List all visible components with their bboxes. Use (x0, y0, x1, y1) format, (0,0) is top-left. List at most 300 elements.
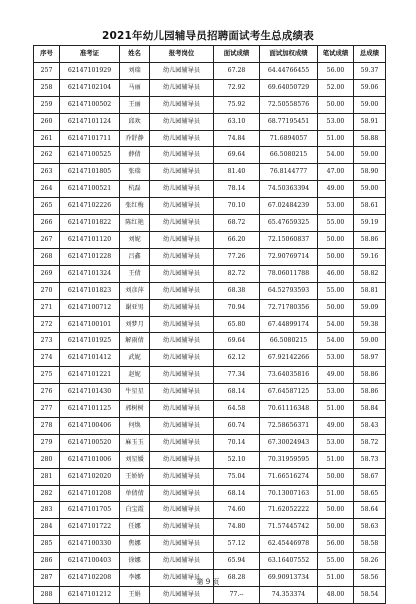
cell-position: 幼儿园辅导员 (150, 401, 214, 418)
cell-weighted-interview-score: 72.58656371 (260, 417, 318, 434)
cell-interview-score: 68.14 (214, 384, 260, 401)
cell-total-score: 58.86 (354, 231, 386, 248)
table-row (34, 333, 386, 350)
table-row (34, 215, 386, 232)
cell-index: 264 (34, 181, 60, 198)
cell-ticket-number: 62147101805 (60, 164, 120, 181)
cell-weighted-interview-score: 70.13007163 (260, 485, 318, 502)
cell-total-score: 58.88 (354, 130, 386, 147)
cell-interview-score: 69.64 (214, 147, 260, 164)
cell-position: 幼儿园辅导员 (150, 215, 214, 232)
cell-name: 邱欢 (120, 113, 150, 130)
cell-position: 幼儿园辅导员 (150, 519, 214, 536)
table-row (34, 519, 386, 536)
cell-total-score: 58.65 (354, 485, 386, 502)
page-number: 第 9 页 (196, 578, 220, 586)
cell-interview-score: 75.92 (214, 96, 260, 113)
cell-written-score: 47.00 (318, 164, 354, 181)
cell-ticket-number: 62147101705 (60, 502, 120, 519)
cell-name: 张瑞 (120, 164, 150, 181)
cell-interview-score: 74.84 (214, 130, 260, 147)
header-row (34, 46, 386, 63)
cell-written-score: 51.00 (318, 130, 354, 147)
cell-index: 269 (34, 265, 60, 282)
cell-ticket-number: 62147100101 (60, 316, 120, 333)
table-row (34, 62, 386, 79)
cell-interview-score: 57.12 (214, 536, 260, 553)
cell-index: 271 (34, 299, 60, 316)
cell-written-score: 52.00 (318, 79, 354, 96)
cell-position: 幼儿园辅导员 (150, 265, 214, 282)
table-row (34, 451, 386, 468)
cell-weighted-interview-score: 68.77195451 (260, 113, 318, 130)
table-row (34, 502, 386, 519)
cell-weighted-interview-score: 70.61116348 (260, 401, 318, 418)
cell-total-score: 58.64 (354, 502, 386, 519)
cell-name: 王娇娇 (120, 468, 150, 485)
cell-written-score: 54.00 (318, 333, 354, 350)
cell-total-score: 59.00 (354, 96, 386, 113)
cell-index: 267 (34, 231, 60, 248)
cell-ticket-number: 62147100712 (60, 299, 120, 316)
table-row (34, 384, 386, 401)
table-row (34, 96, 386, 113)
table-row (34, 367, 386, 384)
header-interview-score: 面试成绩 (214, 46, 260, 63)
cell-weighted-interview-score: 73.64035816 (260, 367, 318, 384)
cell-weighted-interview-score: 64.52793593 (260, 282, 318, 299)
cell-weighted-interview-score: 72.50558576 (260, 96, 318, 113)
cell-ticket-number: 62147101412 (60, 350, 120, 367)
cell-index: 278 (34, 417, 60, 434)
cell-weighted-interview-score: 67.02484239 (260, 198, 318, 215)
cell-interview-score: 77.26 (214, 248, 260, 265)
cell-interview-score: 60.74 (214, 417, 260, 434)
cell-name: 郭树树 (120, 401, 150, 418)
cell-index: 284 (34, 519, 60, 536)
cell-position: 幼儿园辅导员 (150, 96, 214, 113)
table-row (34, 164, 386, 181)
cell-total-score: 58.84 (354, 401, 386, 418)
cell-position: 幼儿园辅导员 (150, 434, 214, 451)
cell-written-score: 50.00 (318, 519, 354, 536)
cell-weighted-interview-score: 67.30024943 (260, 434, 318, 451)
cell-name: 王丽 (120, 96, 150, 113)
cell-position: 幼儿园辅导员 (150, 130, 214, 147)
cell-position: 幼儿园辅导员 (150, 147, 214, 164)
cell-weighted-interview-score: 72.71780356 (260, 299, 318, 316)
cell-position: 幼儿园辅导员 (150, 536, 214, 553)
cell-written-score: 53.00 (318, 113, 354, 130)
cell-weighted-interview-score: 69.90913734 (260, 570, 318, 587)
table-row (34, 79, 386, 96)
cell-interview-score: 74.80 (214, 519, 260, 536)
cell-weighted-interview-score: 78.06011788 (260, 265, 318, 282)
cell-interview-score: 81.40 (214, 164, 260, 181)
cell-weighted-interview-score: 72.90769714 (260, 248, 318, 265)
cell-weighted-interview-score: 76.8144777 (260, 164, 318, 181)
cell-weighted-interview-score: 71.57445742 (260, 519, 318, 536)
cell-written-score: 50.00 (318, 248, 354, 265)
cell-total-score: 58.54 (354, 587, 386, 604)
cell-position: 幼儿园辅导员 (150, 570, 214, 587)
cell-weighted-interview-score: 64.44766455 (260, 62, 318, 79)
cell-ticket-number: 62147100502 (60, 96, 120, 113)
cell-name: 张红梅 (120, 198, 150, 215)
cell-name: 何焕 (120, 417, 150, 434)
cell-ticket-number: 62147101711 (60, 130, 120, 147)
cell-index: 279 (34, 434, 60, 451)
cell-ticket-number: 62147101006 (60, 451, 120, 468)
cell-name: 白宝霞 (120, 502, 150, 519)
table-row (34, 536, 386, 553)
table-row (34, 485, 386, 502)
cell-total-score: 58.81 (354, 282, 386, 299)
cell-position: 幼儿园辅导员 (150, 502, 214, 519)
cell-interview-score: 78.14 (214, 181, 260, 198)
cell-index: 280 (34, 451, 60, 468)
cell-index: 257 (34, 62, 60, 79)
cell-name: 刘星媛 (120, 451, 150, 468)
cell-name: 牛星星 (120, 384, 150, 401)
cell-interview-score: 68.38 (214, 282, 260, 299)
cell-name: 李娜 (120, 570, 150, 587)
cell-index: 286 (34, 553, 60, 570)
header-written-score: 笔试成绩 (318, 46, 354, 63)
cell-position: 幼儿园辅导员 (150, 367, 214, 384)
cell-index: 262 (34, 147, 60, 164)
cell-ticket-number: 62147102226 (60, 198, 120, 215)
cell-weighted-interview-score: 62.45446978 (260, 536, 318, 553)
cell-written-score: 53.00 (318, 350, 354, 367)
cell-ticket-number: 62147100521 (60, 181, 120, 198)
cell-ticket-number: 62147101125 (60, 401, 120, 418)
cell-weighted-interview-score: 63.16407552 (260, 553, 318, 570)
cell-interview-score: 82.72 (214, 265, 260, 282)
cell-position: 幼儿园辅导员 (150, 231, 214, 248)
table-row (34, 553, 386, 570)
cell-position: 幼儿园辅导员 (150, 333, 214, 350)
header-ticket-number: 准考证 (60, 46, 120, 63)
cell-ticket-number: 62147101120 (60, 231, 120, 248)
cell-name: 赵妮 (120, 367, 150, 384)
table-row (34, 350, 386, 367)
cell-written-score: 56.00 (318, 62, 354, 79)
header-name: 姓名 (120, 46, 150, 63)
cell-total-score: 58.91 (354, 113, 386, 130)
cell-name: 麻玉玉 (120, 434, 150, 451)
cell-ticket-number: 62147100406 (60, 417, 120, 434)
cell-written-score: 55.00 (318, 282, 354, 299)
cell-interview-score: 67.28 (214, 62, 260, 79)
cell-name: 马丽 (120, 79, 150, 96)
cell-total-score: 58.67 (354, 468, 386, 485)
cell-weighted-interview-score: 66.5080215 (260, 147, 318, 164)
cell-ticket-number: 62147101929 (60, 62, 120, 79)
cell-total-score: 59.09 (354, 299, 386, 316)
cell-index: 273 (34, 333, 60, 350)
cell-interview-score: 65.94 (214, 553, 260, 570)
cell-interview-score: 68.14 (214, 485, 260, 502)
score-table (33, 45, 386, 604)
cell-written-score: 53.00 (318, 384, 354, 401)
cell-total-score: 58.72 (354, 434, 386, 451)
cell-weighted-interview-score: 74.353374 (260, 587, 318, 604)
cell-interview-score: 69.64 (214, 333, 260, 350)
cell-written-score: 49.00 (318, 181, 354, 198)
header-index: 序号 (34, 46, 60, 63)
cell-ticket-number: 62147101925 (60, 333, 120, 350)
table-row (34, 587, 386, 604)
cell-interview-score: 75.04 (214, 468, 260, 485)
cell-total-score: 59.00 (354, 181, 386, 198)
cell-written-score: 51.00 (318, 451, 354, 468)
cell-index: 263 (34, 164, 60, 181)
table-row (34, 434, 386, 451)
cell-written-score: 49.00 (318, 367, 354, 384)
cell-index: 277 (34, 401, 60, 418)
cell-interview-score: 74.60 (214, 502, 260, 519)
cell-ticket-number: 62147101722 (60, 519, 120, 536)
cell-written-score: 50.00 (318, 299, 354, 316)
cell-ticket-number: 62147100525 (60, 147, 120, 164)
cell-index: 282 (34, 485, 60, 502)
cell-position: 幼儿园辅导员 (150, 316, 214, 333)
cell-total-score: 58.86 (354, 384, 386, 401)
cell-written-score: 51.00 (318, 401, 354, 418)
cell-name: 谢亚男 (120, 299, 150, 316)
cell-total-score: 59.00 (354, 147, 386, 164)
header-weighted-interview-score: 面试加权成绩 (260, 46, 318, 63)
cell-total-score: 58.56 (354, 570, 386, 587)
cell-weighted-interview-score: 71.6894057 (260, 130, 318, 147)
cell-index: 270 (34, 282, 60, 299)
cell-written-score: 54.00 (318, 316, 354, 333)
cell-written-score: 53.00 (318, 198, 354, 215)
cell-ticket-number: 62147100403 (60, 553, 120, 570)
cell-interview-score: 70.14 (214, 434, 260, 451)
table-row (34, 198, 386, 215)
table-row (34, 299, 386, 316)
cell-ticket-number: 62147101208 (60, 485, 120, 502)
cell-interview-score: 63.10 (214, 113, 260, 130)
cell-ticket-number: 62147101212 (60, 587, 120, 604)
cell-position: 幼儿园辅导员 (150, 384, 214, 401)
cell-total-score: 58.26 (354, 553, 386, 570)
cell-ticket-number: 62147102020 (60, 468, 120, 485)
cell-position: 幼儿园辅导员 (150, 113, 214, 130)
cell-written-score: 50.00 (318, 96, 354, 113)
cell-weighted-interview-score: 74.50363394 (260, 181, 318, 198)
cell-name: 武妮 (120, 350, 150, 367)
cell-position: 幼儿园辅导员 (150, 198, 214, 215)
cell-ticket-number: 62147101124 (60, 113, 120, 130)
cell-index: 274 (34, 350, 60, 367)
cell-position: 幼儿园辅导员 (150, 468, 214, 485)
cell-name: 解雨倩 (120, 333, 150, 350)
table-row (34, 282, 386, 299)
cell-position: 幼儿园辅导员 (150, 282, 214, 299)
cell-weighted-interview-score: 69.64050729 (260, 79, 318, 96)
cell-weighted-interview-score: 67.44899174 (260, 316, 318, 333)
cell-index: 283 (34, 502, 60, 519)
cell-name: 乔舒静 (120, 130, 150, 147)
cell-total-score: 58.86 (354, 367, 386, 384)
cell-total-score: 58.61 (354, 198, 386, 215)
cell-index: 281 (34, 468, 60, 485)
cell-ticket-number: 62147100330 (60, 536, 120, 553)
cell-name: 杭磊 (120, 181, 150, 198)
cell-name: 徐娜 (120, 553, 150, 570)
cell-name: 吕鑫 (120, 248, 150, 265)
cell-ticket-number: 62147101324 (60, 265, 120, 282)
cell-total-score: 58.63 (354, 519, 386, 536)
cell-written-score: 50.00 (318, 502, 354, 519)
cell-name: 刘瑞 (120, 62, 150, 79)
cell-index: 258 (34, 79, 60, 96)
cell-written-score: 53.00 (318, 434, 354, 451)
cell-total-score: 58.43 (354, 417, 386, 434)
cell-written-score: 56.00 (318, 536, 354, 553)
cell-weighted-interview-score: 70.31959595 (260, 451, 318, 468)
cell-total-score: 59.16 (354, 248, 386, 265)
cell-position: 幼儿园辅导员 (150, 485, 214, 502)
cell-position: 幼儿园辅导员 (150, 181, 214, 198)
cell-name: 薛倩 (120, 147, 150, 164)
cell-index: 266 (34, 215, 60, 232)
cell-weighted-interview-score: 71.62052222 (260, 502, 318, 519)
cell-index: 265 (34, 198, 60, 215)
table-row (34, 113, 386, 130)
cell-interview-score: 77.-- (214, 587, 260, 604)
cell-name: 任娜 (120, 519, 150, 536)
cell-position: 幼儿园辅导员 (150, 417, 214, 434)
cell-total-score: 59.37 (354, 62, 386, 79)
cell-position: 幼儿园辅导员 (150, 248, 214, 265)
cell-interview-score: 68.72 (214, 215, 260, 232)
cell-written-score: 46.00 (318, 265, 354, 282)
cell-name: 陈红艳 (120, 215, 150, 232)
cell-written-score: 50.00 (318, 468, 354, 485)
cell-weighted-interview-score: 71.66516274 (260, 468, 318, 485)
cell-total-score: 59.06 (354, 79, 386, 96)
table-row (34, 231, 386, 248)
cell-ticket-number: 62147101823 (60, 282, 120, 299)
cell-written-score: 49.00 (318, 417, 354, 434)
table-row (34, 181, 386, 198)
cell-name: 王倩 (120, 265, 150, 282)
cell-total-score: 58.97 (354, 350, 386, 367)
header-total-score: 总成绩 (354, 46, 386, 63)
table-row (34, 401, 386, 418)
cell-position: 幼儿园辅导员 (150, 164, 214, 181)
cell-name: 焦娜 (120, 536, 150, 553)
cell-index: 268 (34, 248, 60, 265)
cell-interview-score: 72.92 (214, 79, 260, 96)
cell-ticket-number: 62147100520 (60, 434, 120, 451)
cell-name: 王娟 (120, 587, 150, 604)
cell-weighted-interview-score: 67.92142266 (260, 350, 318, 367)
cell-weighted-interview-score: 65.47659325 (260, 215, 318, 232)
cell-interview-score: 70.94 (214, 299, 260, 316)
cell-index: 275 (34, 367, 60, 384)
cell-total-score: 58.58 (354, 536, 386, 553)
cell-interview-score: 65.80 (214, 316, 260, 333)
cell-interview-score: 62.12 (214, 350, 260, 367)
cell-written-score: 54.00 (318, 147, 354, 164)
cell-written-score: 55.00 (318, 215, 354, 232)
cell-interview-score: 52.10 (214, 451, 260, 468)
cell-total-score: 59.19 (354, 215, 386, 232)
cell-interview-score: 64.58 (214, 401, 260, 418)
cell-ticket-number: 62147102104 (60, 79, 120, 96)
cell-index: 287 (34, 570, 60, 587)
header-position: 报考岗位 (150, 46, 214, 63)
cell-name: 单倩倩 (120, 485, 150, 502)
table-row (34, 248, 386, 265)
cell-written-score: 50.00 (318, 231, 354, 248)
cell-position: 幼儿园辅导员 (150, 587, 214, 604)
cell-name: 刘梦月 (120, 316, 150, 333)
cell-ticket-number: 62147101228 (60, 248, 120, 265)
table-row (34, 316, 386, 333)
cell-interview-score: 77.34 (214, 367, 260, 384)
cell-interview-score: 68.28 (214, 570, 260, 587)
cell-interview-score: 70.10 (214, 198, 260, 215)
table-row (34, 147, 386, 164)
cell-position: 幼儿园辅导员 (150, 299, 214, 316)
cell-index: 259 (34, 96, 60, 113)
cell-index: 260 (34, 113, 60, 130)
cell-total-score: 59.38 (354, 316, 386, 333)
table-row (34, 265, 386, 282)
table-row (34, 130, 386, 147)
cell-ticket-number: 62147101822 (60, 215, 120, 232)
cell-index: 261 (34, 130, 60, 147)
cell-ticket-number: 62147102208 (60, 570, 120, 587)
cell-weighted-interview-score: 72.15060837 (260, 231, 318, 248)
table-row (34, 417, 386, 434)
cell-written-score: 48.00 (318, 587, 354, 604)
cell-written-score: 55.00 (318, 553, 354, 570)
cell-position: 幼儿园辅导员 (150, 553, 214, 570)
cell-total-score: 59.00 (354, 333, 386, 350)
cell-weighted-interview-score: 67.64587125 (260, 384, 318, 401)
cell-name: 刘彦萍 (120, 282, 150, 299)
cell-weighted-interview-score: 66.5080215 (260, 333, 318, 350)
cell-position: 幼儿园辅导员 (150, 350, 214, 367)
cell-written-score: 51.00 (318, 485, 354, 502)
cell-written-score: 51.00 (318, 570, 354, 587)
cell-index: 272 (34, 316, 60, 333)
cell-index: 288 (34, 587, 60, 604)
cell-ticket-number: 62147101430 (60, 384, 120, 401)
page-title: 2021年幼儿园辅导员招聘面试考生总成绩表 (102, 30, 314, 42)
cell-total-score: 58.82 (354, 265, 386, 282)
table-body (34, 62, 386, 603)
cell-index: 276 (34, 384, 60, 401)
cell-index: 285 (34, 536, 60, 553)
cell-position: 幼儿园辅导员 (150, 451, 214, 468)
cell-total-score: 58.73 (354, 451, 386, 468)
cell-ticket-number: 62147101221 (60, 367, 120, 384)
cell-total-score: 58.90 (354, 164, 386, 181)
table-row (34, 468, 386, 485)
cell-position: 幼儿园辅导员 (150, 62, 214, 79)
cell-name: 刘妮 (120, 231, 150, 248)
cell-interview-score: 66.20 (214, 231, 260, 248)
cell-position: 幼儿园辅导员 (150, 79, 214, 96)
